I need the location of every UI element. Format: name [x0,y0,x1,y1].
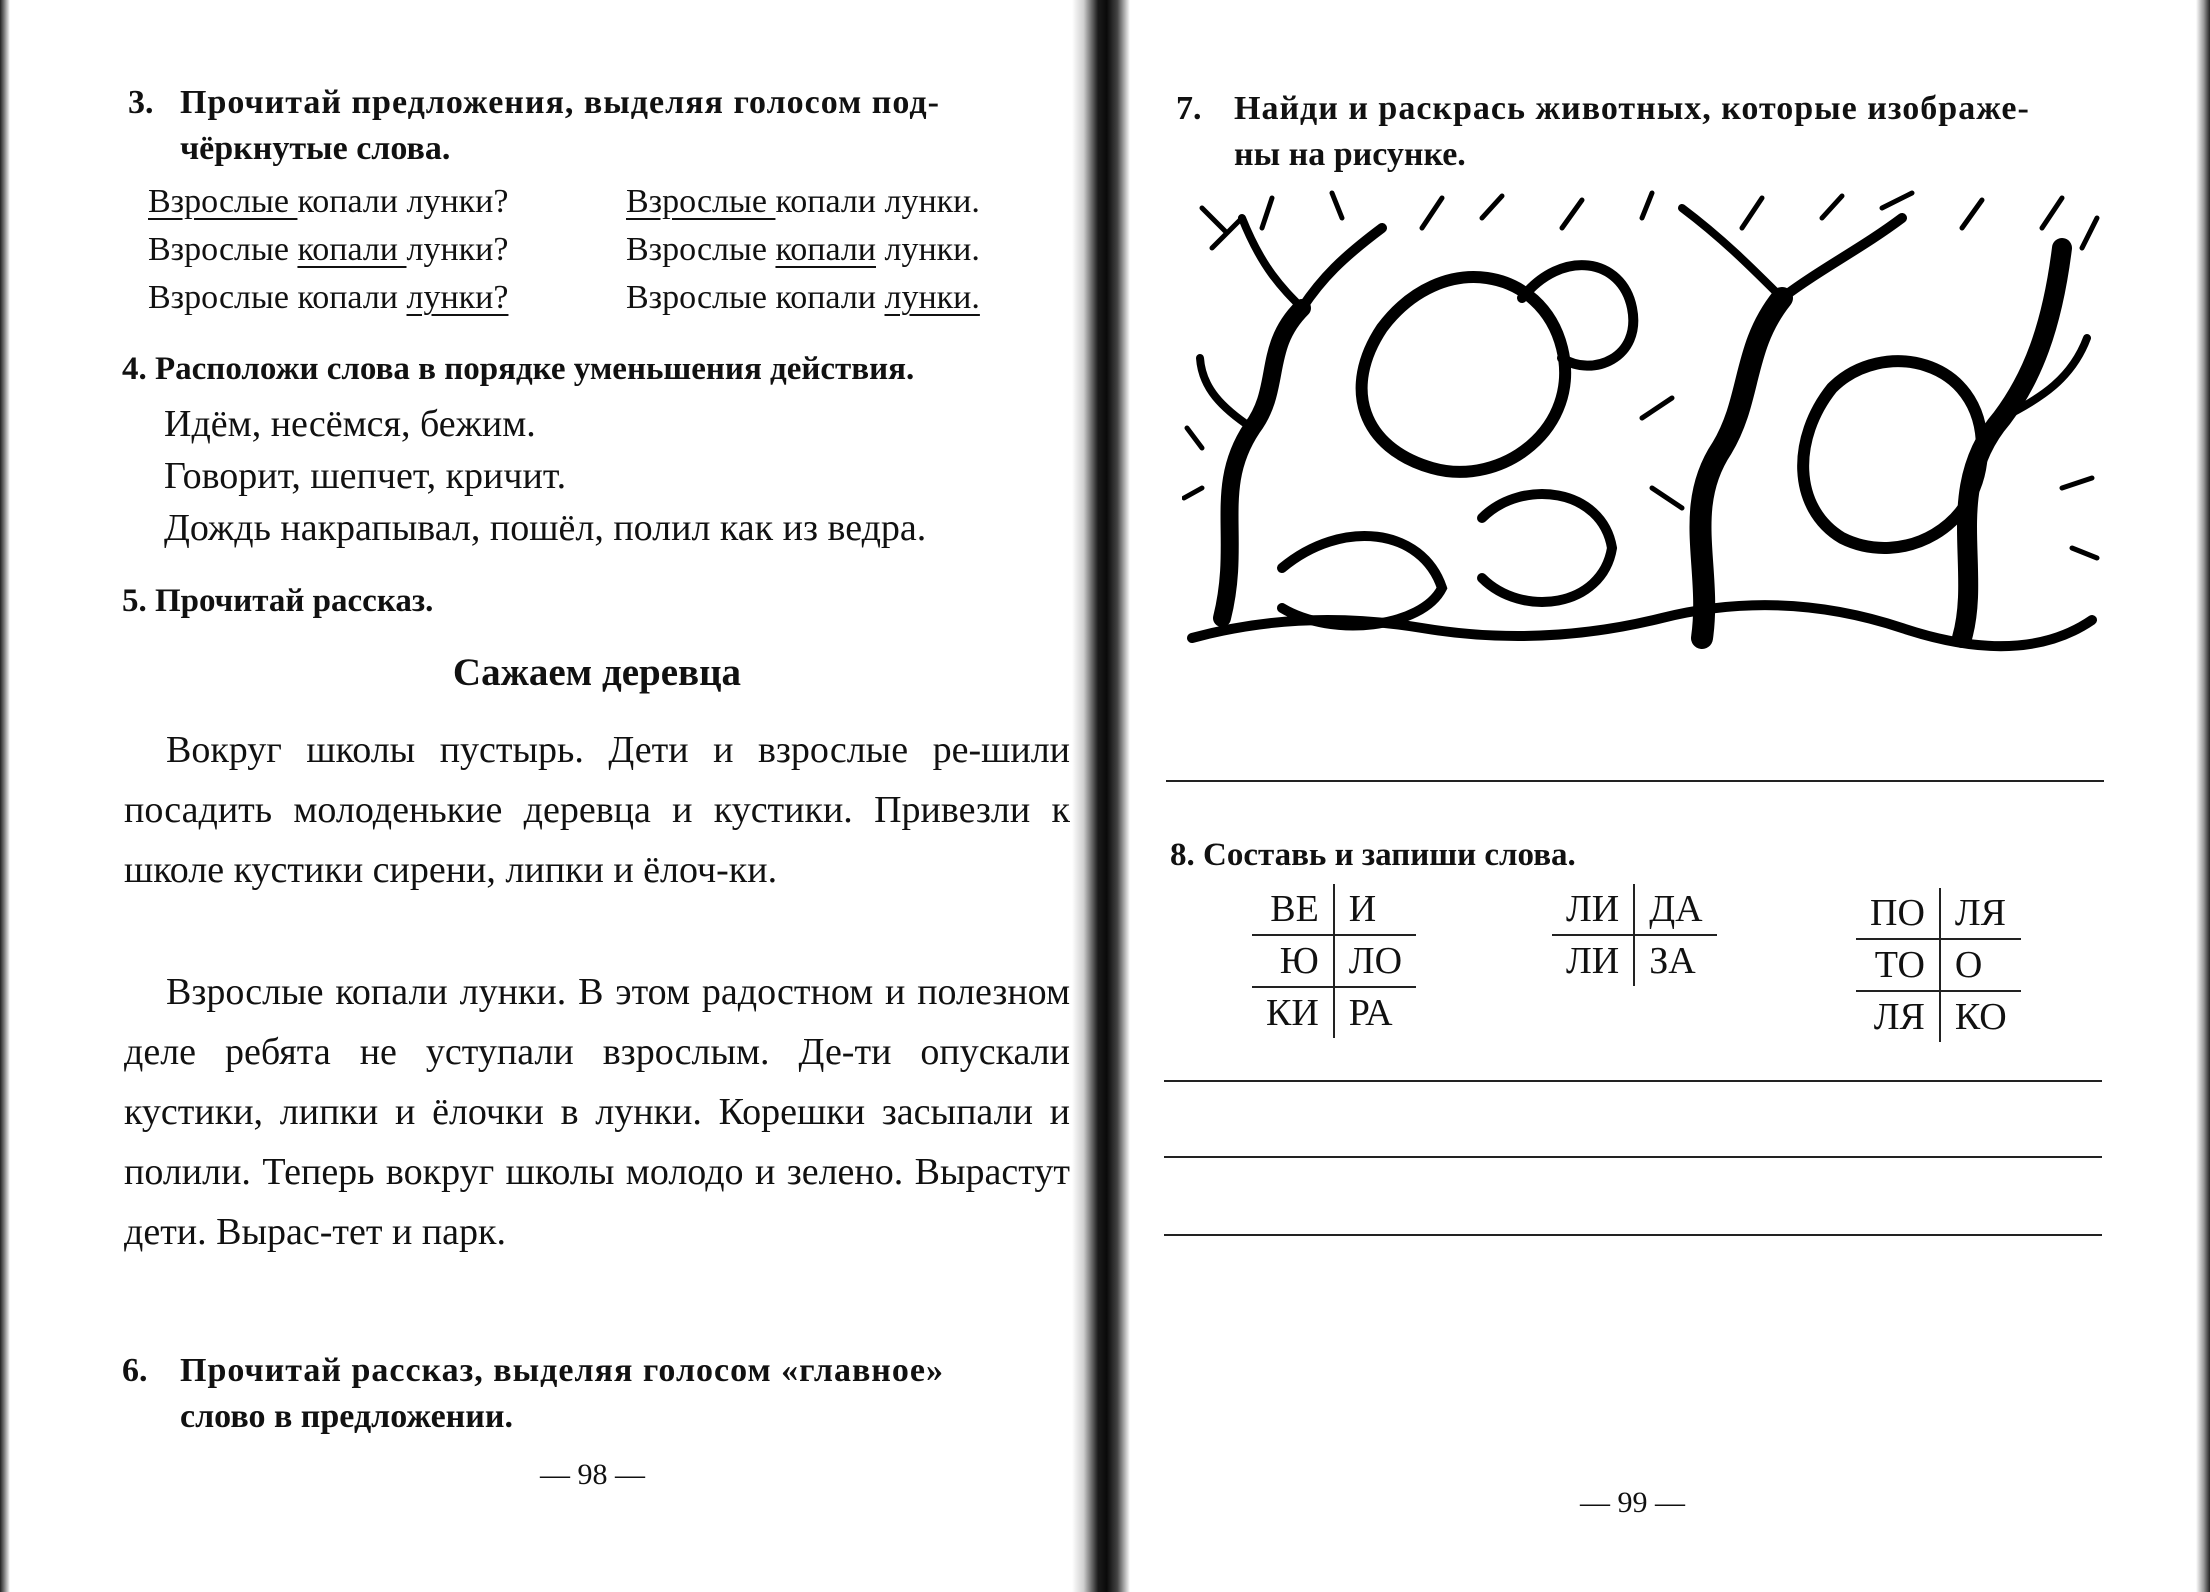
story-title: Сажаем деревца [452,651,742,694]
syllable: ВЕ [1252,884,1334,935]
syllable: ПО [1856,888,1940,939]
page-number: — 98 — [540,1458,645,1491]
page-number: — 99 — [1580,1486,1685,1519]
sentence-row: Взрослые копали лунки? [148,231,509,268]
syllable-row [1252,987,1416,1038]
sentence-row: Взрослые копали лунки. [626,183,980,220]
task-number: 6. [122,1352,148,1389]
task-number: 3. [128,84,154,121]
story-paragraph: Вокруг школы пустырь. Дети и взрослые ре-шили посадить молоденькие деревца и кустики. Привезли к школе кустики сирени, липки и ёлоч-ки. [124,729,1070,891]
task-instruction: Найди и раскрась животных, которые изображе- [1234,90,2030,127]
task-instruction-cont: слово в предложении. [180,1398,513,1435]
syllable: ЛИ [1552,884,1634,935]
book-spine [1072,0,1130,1592]
hidden-animals-picture[interactable] [1182,188,2102,660]
syllable: ЛЯ [1856,991,1940,1042]
task-7-heading [1176,86,2126,178]
syllable: КИ [1252,987,1334,1038]
underlined-word: лунки? [406,279,509,316]
sentence-row: Взрослые копали лунки. [626,231,980,268]
syllable: ЛИ [1552,935,1634,986]
answer-line[interactable] [1164,1080,2102,1082]
syllable: И [1334,884,1416,935]
underlined-word: Взрослые [626,183,776,220]
task-number: 4. [122,351,147,387]
task-5-heading [122,578,433,624]
sentence-row: Взрослые копали лунки? [148,183,509,220]
answer-line[interactable] [1164,1156,2102,1158]
syllable: КО [1954,996,2007,1038]
underlined-word: лунки. [884,279,980,316]
underlined-word: копали [297,231,407,268]
task-instruction: Прочитай рассказ, выделяя голосом «главное» [180,1352,944,1389]
sentence-row: Взрослые копали лунки. [626,279,980,316]
task-instruction-cont: чёркнутые слова. [180,130,451,167]
syllable-group-3 [1856,888,2021,1042]
underlined-word: Взрослые [148,183,298,220]
syllable: Ю [1252,935,1334,987]
task-instruction: Прочитай рассказ. [155,583,434,619]
word-line: Говорит, шепчет, кричит. [164,455,567,497]
task-8-heading [1170,832,1576,878]
task-instruction: Расположи слова в порядке уменьшения действия. [155,351,915,387]
sentence-row: Взрослые копали лунки? [148,279,509,316]
syllable-row [1856,888,2021,939]
task-instruction: Составь и запиши слова. [1203,837,1576,873]
word-order-lines [164,398,926,554]
syllable-row [1252,884,1416,935]
syllable-group-2 [1552,884,1717,986]
syllable: ЗА [1649,940,1696,982]
syllable-row [1252,935,1416,987]
answer-line[interactable] [1164,1234,2102,1236]
answer-line[interactable] [1166,780,2104,782]
task-number: 8. [1170,837,1195,873]
word-line: Дождь накрапывал, пошёл, полил как из ведра. [164,507,927,549]
syllable-row [1552,935,1717,986]
syllable-row [1552,884,1717,935]
task-number: 7. [1176,90,1202,127]
task-instruction: Прочитай предложения, выделяя голосом под- [180,84,940,121]
task-instruction-cont: ны на рисунке. [1234,136,1466,173]
task-number: 5. [122,583,147,619]
task-4-heading [122,346,1072,392]
underlined-word: копали [775,231,876,268]
syllable: ЛО [1334,935,1416,987]
task-6-heading [122,1348,1068,1440]
syllable: О [1940,939,2021,991]
syllable-group-1 [1252,884,1416,1038]
story-paragraph: Взрослые копали лунки. В этом радостном и полезном деле ребята не уступали взрослым. Де-ти опускали кустики, липки и ёлочки в лунки. Корешки засыпали и полили. Теперь вокруг школы молодо и зелено. Вырастут дети. Вырас-тет и парк. [124,971,1070,1253]
syllable: ЛЯ [1940,888,2021,939]
syllable: ТО [1856,939,1940,991]
syllable-row [1856,991,2021,1042]
page-edge-shadow [0,0,10,1592]
syllable: ДА [1634,884,1716,935]
syllable-row [1856,939,2021,991]
word-line: Идём, несёмся, бежим. [164,403,536,445]
task-3-heading [128,80,1074,172]
page-edge-shadow-right [2196,0,2210,1592]
syllable: РА [1348,992,1393,1034]
